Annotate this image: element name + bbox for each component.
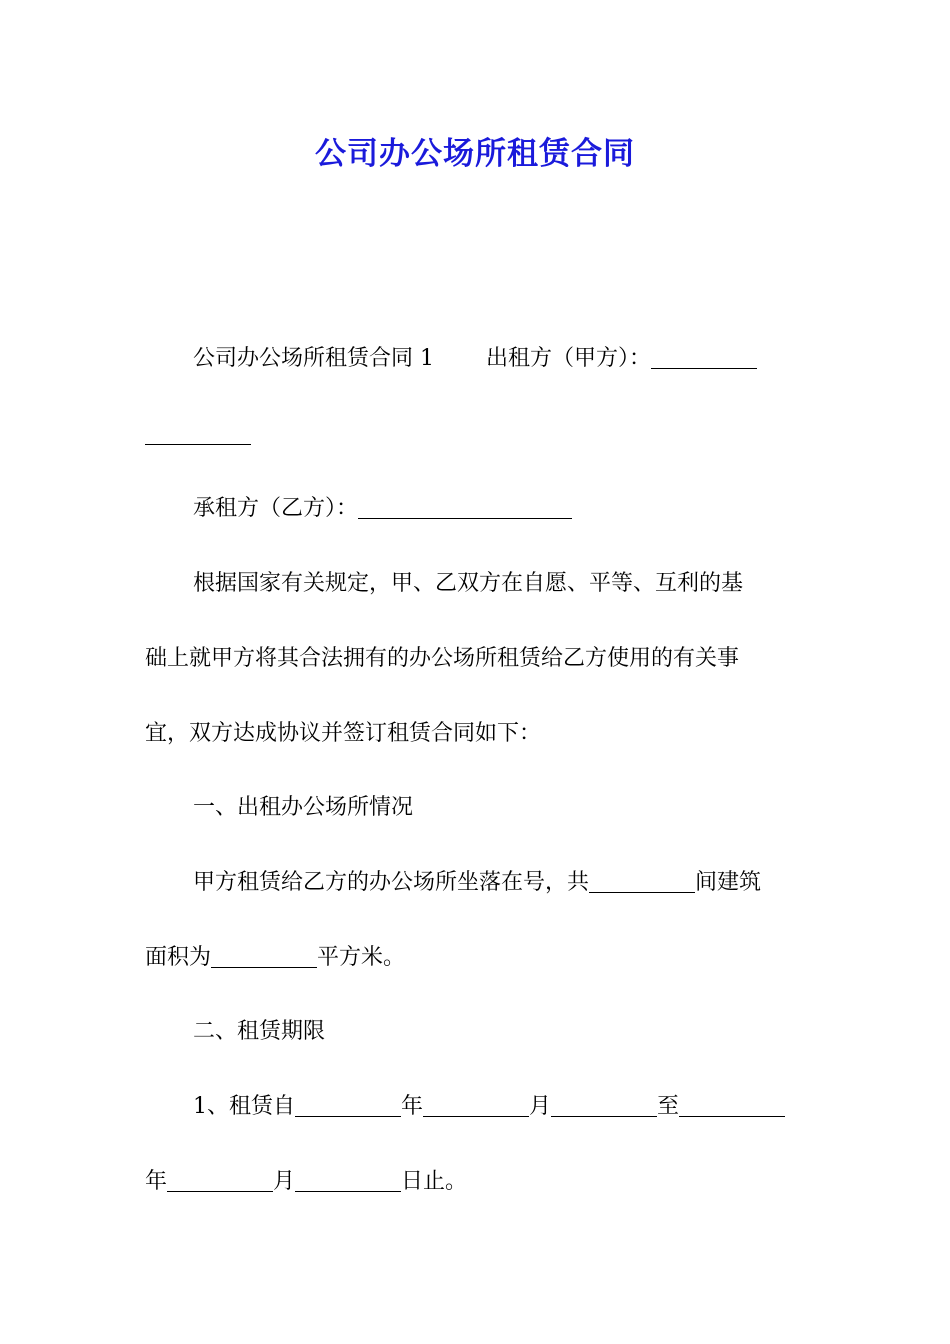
premises-text-end: 间建筑	[695, 870, 762, 895]
blank-line	[589, 891, 695, 893]
blank-line	[295, 1115, 401, 1117]
blank-line	[651, 367, 757, 369]
paragraph-lessee	[145, 494, 863, 524]
blank-line	[167, 1190, 273, 1192]
paragraph-lessor	[145, 344, 863, 374]
year-label: 年	[401, 1094, 424, 1119]
blank-line	[295, 1190, 401, 1192]
contract-heading: 公司办公场所租赁合同 1	[193, 346, 434, 371]
to-label: 至	[657, 1094, 680, 1119]
section-heading-term: 二、租赁期限	[193, 1019, 326, 1044]
blank-line	[551, 1115, 657, 1117]
term-start-label: 1、租赁自	[193, 1094, 295, 1119]
document-title: 公司办公场所租赁合同	[315, 136, 635, 172]
premises-text: 甲方租赁给乙方的办公场所坐落在号，共	[193, 870, 590, 895]
blank-line	[679, 1115, 785, 1117]
area-unit: 平方米。	[317, 945, 406, 970]
month-label: 月	[529, 1094, 552, 1119]
section-heading-premises: 一、出租办公场所情况	[193, 795, 414, 820]
year-label: 年	[145, 1169, 168, 1194]
paragraph-preamble-1: 根据国家有关规定，甲、乙双方在自愿、平等、互利的基	[193, 571, 744, 596]
paragraph-premises-2	[145, 943, 815, 973]
blank-line	[145, 443, 251, 445]
blank-line	[211, 966, 317, 968]
area-label: 面积为	[145, 945, 212, 970]
paragraph-preamble-2: 础上就甲方将其合法拥有的办公场所租赁给乙方使用的有关事	[145, 646, 740, 671]
day-end-label: 日止。	[401, 1169, 468, 1194]
paragraph-preamble-3: 宜，双方达成协议并签订租赁合同如下：	[145, 721, 542, 746]
lessor-label: 出租方（甲方）：	[486, 346, 652, 371]
blank-line	[358, 517, 572, 519]
month-label: 月	[273, 1169, 296, 1194]
lessee-label: 承租方（乙方）：	[193, 496, 359, 521]
paragraph-premises-1	[145, 868, 863, 898]
paragraph-term-2	[145, 1167, 815, 1197]
paragraph-term-1	[145, 1092, 863, 1122]
paragraph-lessor-continued	[145, 420, 815, 450]
blank-line	[423, 1115, 529, 1117]
